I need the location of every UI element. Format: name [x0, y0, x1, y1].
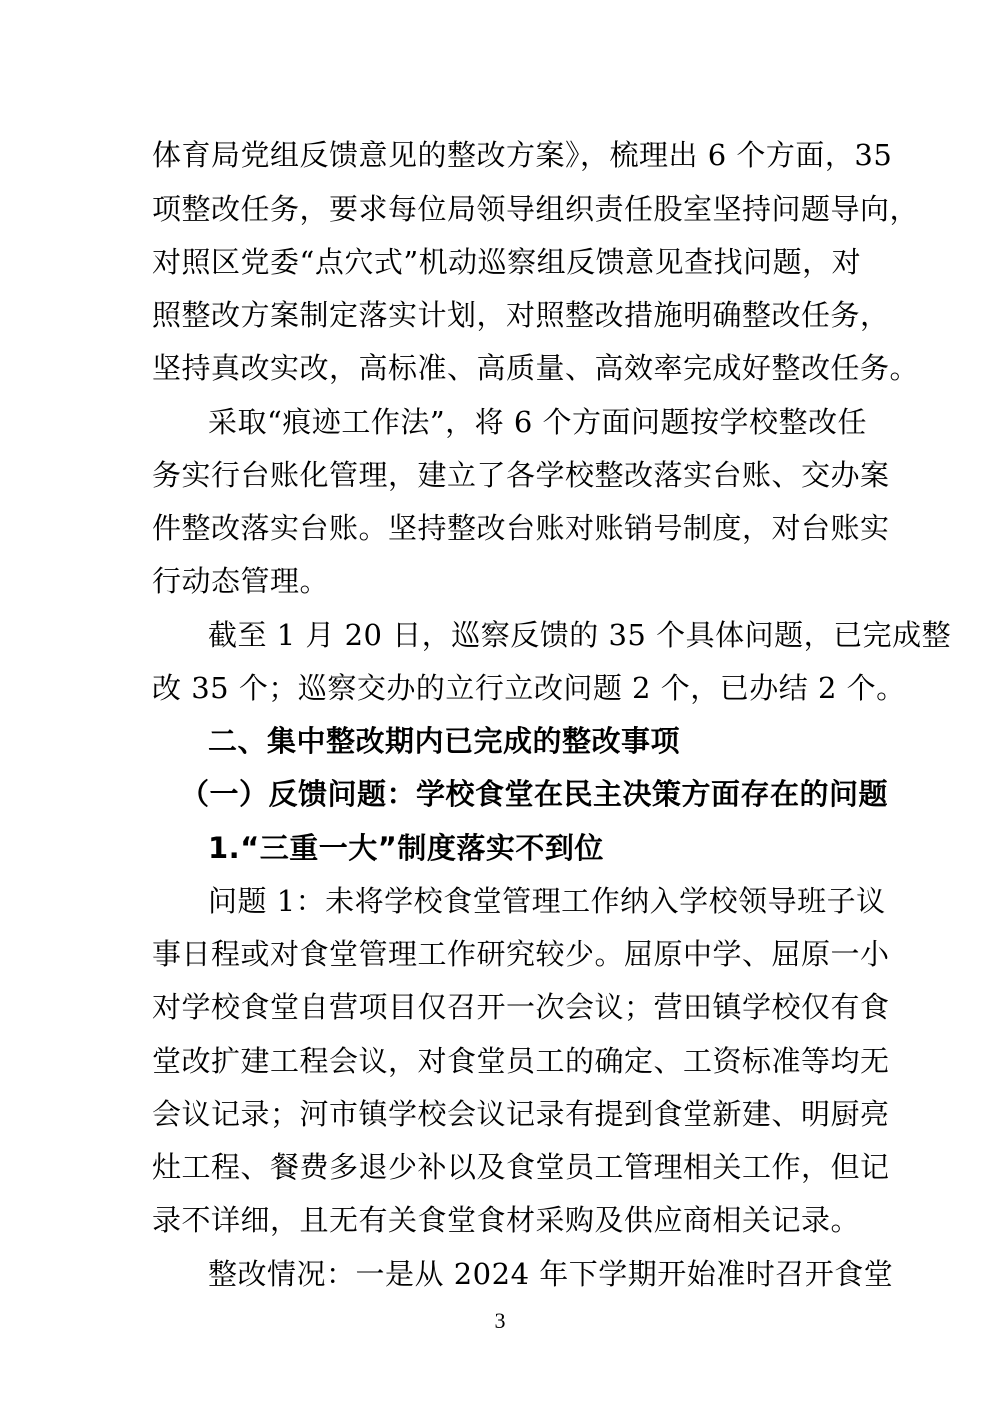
paragraph-line: 行动态管理。 — [152, 564, 330, 598]
paragraph-line: 录不详细，且无有关食堂食材采购及供应商相关记录。 — [152, 1203, 861, 1237]
paragraph-line: 灶工程、餐费多退少补以及食堂员工管理相关工作，但记 — [152, 1150, 890, 1184]
paragraph-line: 采取“痕迹工作法”，将 6 个方面问题按学校整改任 — [208, 405, 868, 439]
paragraph-line: 体育局党组反馈意见的整改方案》，梳理出 6 个方面，35 — [152, 138, 893, 172]
paragraph-line: 对学校食堂自营项目仅召开一次会议；营田镇学校仅有食 — [152, 990, 890, 1024]
paragraph-line: 项整改任务，要求每位局领导组织责任股室坚持问题导向， — [152, 192, 920, 226]
paragraph-line: 问题 1：未将学校食堂管理工作纳入学校领导班子议 — [208, 884, 886, 918]
subsection-heading: （一）反馈问题：学校食堂在民主决策方面存在的问题 — [180, 777, 889, 811]
page-number: 3 — [494, 1308, 506, 1333]
paragraph-line: 会议记录；河市镇学校会议记录有提到食堂新建、明厨亮 — [152, 1097, 890, 1131]
paragraph-line: 坚持真改实改，高标准、高质量、高效率完成好整改任务。 — [152, 351, 920, 385]
paragraph-line: 务实行台账化管理，建立了各学校整改落实台账、交办案 — [152, 458, 890, 492]
paragraph-line: 整改情况：一是从 2024 年下学期开始准时召开食堂 — [208, 1257, 894, 1291]
paragraph-line: 照整改方案制定落实计划，对照整改措施明确整改任务， — [152, 298, 890, 332]
paragraph-line: 改 35 个；巡察交办的立行立改问题 2 个，已办结 2 个。 — [152, 671, 906, 705]
paragraph-line: 件整改落实台账。坚持整改台账对账销号制度，对台账实 — [152, 511, 890, 545]
section-heading: 二、集中整改期内已完成的整改事项 — [208, 724, 681, 758]
paragraph-line: 截至 1 月 20 日，巡察反馈的 35 个具体问题，已完成整 — [208, 618, 952, 652]
paragraph-line: 对照区党委“点穴式”机动巡察组反馈意见查找问题，对 — [152, 245, 862, 279]
paragraph-line: 堂改扩建工程会议，对食堂员工的确定、工资标准等均无 — [152, 1044, 890, 1078]
paragraph-line: 事日程或对食堂管理工作研究较少。屈原中学、屈原一小 — [152, 937, 890, 971]
item-heading: 1.“三重一大”制度落实不到位 — [208, 831, 604, 865]
